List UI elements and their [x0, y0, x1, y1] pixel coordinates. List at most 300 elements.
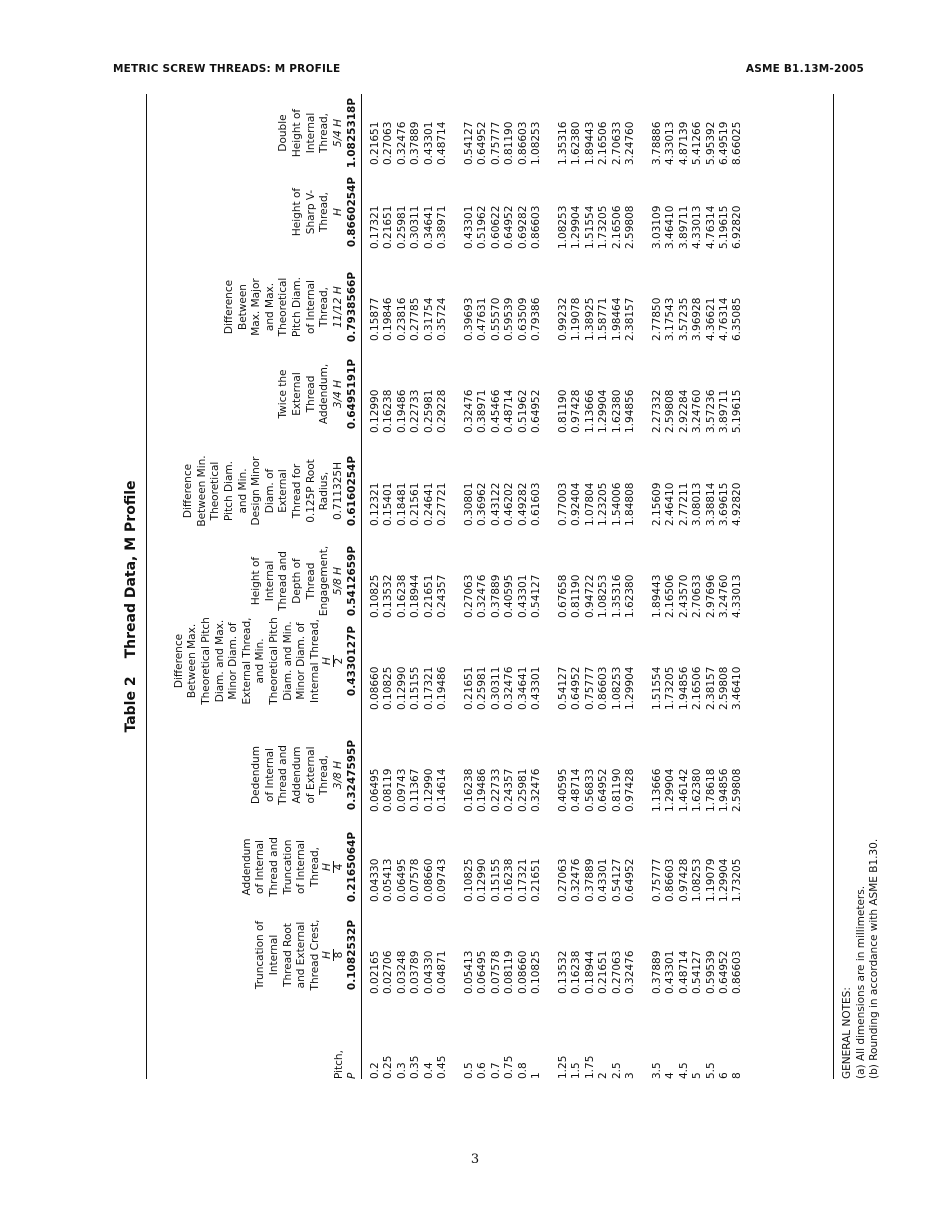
value-cell: 0.54127 — [557, 666, 569, 710]
fraction-numerator: H — [321, 657, 334, 665]
value-cell: 3.78886 — [651, 121, 663, 165]
notes-heading: GENERAL NOTES: — [841, 987, 853, 1079]
value-cell: 0.08660 — [369, 666, 381, 710]
value-cell: 1.29904 — [597, 389, 610, 433]
header-line: Thread and — [277, 551, 290, 611]
value-cell: 1.51554 — [651, 666, 663, 710]
value-cell: 2.59808 — [624, 205, 636, 249]
value-cell: 1.98464 — [610, 297, 623, 341]
header-line: Thread, — [318, 286, 331, 328]
value-cell: 0.43301 — [463, 205, 475, 249]
value-cell: 1.08253 — [557, 205, 569, 249]
pitch-cell: 1.5 — [570, 1062, 583, 1079]
value-cell: 6.35085 — [731, 297, 744, 341]
rotated-table-region — [103, 97, 883, 1109]
value-cell: 0.43301 — [516, 574, 529, 618]
column-headers — [147, 94, 360, 1079]
value-cell: 0.69282 — [516, 205, 529, 249]
value-cell: 0.23816 — [395, 297, 408, 341]
value-cell: 0.86603 — [597, 666, 610, 710]
value-cell: 0.15155 — [489, 858, 502, 902]
header-coefficient: 0.5412659P — [346, 545, 359, 617]
value-cell: 0.25981 — [516, 768, 529, 812]
value-cell: 5.19615 — [718, 205, 730, 249]
value-cell: 0.59539 — [503, 297, 516, 341]
value-cell: 0.06495 — [395, 858, 408, 902]
value-cell: 1.38925 — [583, 297, 596, 341]
value-cell: 0.43301 — [422, 121, 435, 165]
value-cell: 0.75777 — [489, 121, 502, 165]
value-cell: 1.62380 — [624, 574, 636, 618]
value-cell: 0.03248 — [395, 950, 408, 994]
value-cell: 0.21651 — [422, 574, 435, 618]
value-cell: 3.96928 — [691, 297, 704, 341]
value-cell: 3.08013 — [691, 482, 704, 526]
value-cell: 2.43570 — [677, 574, 690, 618]
value-cell: 1.13666 — [651, 768, 663, 812]
value-cell: 1.51554 — [583, 205, 596, 249]
value-cell: 0.32476 — [530, 768, 542, 812]
value-cell: 3.46410 — [664, 205, 677, 249]
value-cell: 0.92404 — [570, 482, 583, 526]
value-cell: 0.81190 — [570, 574, 583, 618]
value-cell: 0.17321 — [422, 666, 435, 710]
value-cell: 0.32476 — [503, 666, 516, 710]
header-line: and Min. — [254, 638, 267, 684]
value-cell: 2.38157 — [704, 666, 717, 710]
value-cell: 0.21651 — [597, 950, 610, 994]
value-cell: 0.97428 — [677, 858, 690, 902]
value-cell: 0.15877 — [369, 297, 381, 341]
general-notes — [841, 839, 882, 1079]
value-cell: 1.62380 — [610, 389, 623, 433]
value-cell: 0.51962 — [516, 389, 529, 433]
value-cell: 0.17321 — [516, 858, 529, 902]
value-cell: 0.19846 — [382, 297, 395, 341]
column-header — [333, 1048, 360, 1079]
header-coefficient: 0.6160254P — [346, 455, 359, 527]
header-line: of Internal — [263, 748, 276, 802]
value-cell: 1.73205 — [597, 205, 610, 249]
pitch-cell: 8 — [731, 1072, 744, 1079]
value-cell: 0.37889 — [651, 950, 663, 994]
header-formula: 3/8 H — [331, 760, 344, 790]
column-header — [250, 732, 360, 818]
value-cell: 0.48714 — [503, 389, 516, 433]
value-cell: 0.15401 — [382, 482, 395, 526]
column-header — [277, 351, 360, 437]
value-cell: 0.16238 — [463, 768, 475, 812]
value-cell: 0.11367 — [409, 768, 422, 812]
header-line: Theoretical — [277, 277, 290, 337]
value-cell: 1.94856 — [718, 768, 730, 812]
value-cell: 0.05413 — [382, 858, 395, 902]
value-cell: 0.12990 — [369, 389, 381, 433]
header-line: Pitch Diam. — [291, 277, 304, 337]
value-cell: 3.17543 — [664, 297, 677, 341]
header-coefficient: 0.1082532P — [346, 919, 359, 991]
value-cell: 0.27063 — [463, 574, 475, 618]
pitch-cell: 5.5 — [704, 1062, 717, 1079]
value-cell: 1.35316 — [610, 574, 623, 618]
value-cell: 0.30311 — [409, 205, 422, 249]
value-cell: 0.21651 — [530, 858, 542, 902]
header-line: Internal — [304, 112, 317, 154]
value-cell: 3.89711 — [677, 205, 690, 249]
fraction-numerator: H — [321, 863, 334, 871]
value-cell: 4.36621 — [704, 297, 717, 341]
value-cell: 0.99232 — [557, 297, 569, 341]
header-formula: H — [331, 208, 344, 216]
header-line: of External — [304, 746, 317, 804]
value-cell: 0.09743 — [436, 858, 448, 902]
value-cell: 1.29904 — [718, 858, 730, 902]
value-cell: 2.46410 — [664, 482, 677, 526]
value-cell: 1.73205 — [731, 858, 744, 902]
value-cell: 0.61603 — [530, 482, 542, 526]
header-line: Internal — [268, 934, 281, 976]
value-cell: 0.27785 — [409, 297, 422, 341]
value-cell: 2.59808 — [718, 666, 730, 710]
header-line: 0.711325H — [331, 462, 344, 520]
value-cell: 0.30311 — [489, 666, 502, 710]
header-line: Engagement, — [318, 545, 331, 617]
value-cell: 0.86603 — [731, 950, 744, 994]
value-cell: 0.43301 — [597, 858, 610, 902]
pitch-cell: 1.75 — [583, 1055, 596, 1079]
value-cell: 3.46410 — [731, 666, 744, 710]
value-cell: 0.08119 — [382, 768, 395, 812]
value-cell: 5.19615 — [731, 389, 744, 433]
column-header — [241, 824, 360, 910]
value-cell: 0.34641 — [422, 205, 435, 249]
header-line: Truncation of — [254, 920, 267, 990]
header-line: Thread, — [308, 846, 321, 888]
value-cell: 1.07804 — [583, 482, 596, 526]
value-cell: 0.86603 — [530, 205, 542, 249]
value-cell: 0.51962 — [476, 205, 489, 249]
value-cell: 3.03109 — [651, 205, 663, 249]
pitch-cell: 0.6 — [476, 1062, 489, 1079]
value-cell: 0.07578 — [409, 858, 422, 902]
header-line: of Internal — [254, 840, 267, 894]
value-cell: 1.35316 — [557, 121, 569, 165]
header-line: Minor Diam. of — [295, 622, 308, 700]
value-cell: 0.75777 — [651, 858, 663, 902]
header-coefficient: 1.0825318P — [346, 97, 359, 169]
value-cell: 0.29228 — [436, 389, 448, 433]
value-cell: 4.76314 — [704, 205, 717, 249]
header-line: Pitch Diam. — [223, 461, 236, 521]
value-cell: 1.29904 — [664, 768, 677, 812]
value-cell: 0.22733 — [409, 389, 422, 433]
value-cell: 1.29904 — [624, 666, 636, 710]
value-cell: 3.57236 — [704, 389, 717, 433]
value-cell: 5.41266 — [691, 121, 704, 165]
running-head-standard: ASME B1.13M-2005 — [745, 63, 864, 75]
value-cell: 0.04330 — [369, 858, 381, 902]
value-cell: 0.64952 — [624, 858, 636, 902]
value-cell: 3.38814 — [704, 482, 717, 526]
header-coefficient: 0.2165064P — [346, 831, 359, 903]
value-cell: 0.10825 — [369, 574, 381, 618]
value-cell: 3.89711 — [718, 389, 730, 433]
value-cell: 0.48714 — [436, 121, 448, 165]
header-line: Max. Major — [250, 278, 263, 336]
pitch-cell: 0.4 — [422, 1062, 435, 1079]
value-cell: 0.37889 — [583, 858, 596, 902]
value-cell: 1.73205 — [664, 666, 677, 710]
value-cell: 3.24760 — [691, 389, 704, 433]
thread-data-table — [103, 97, 883, 1109]
value-cell: 4.33013 — [691, 205, 704, 249]
pitch-cell: 2 — [597, 1072, 610, 1079]
value-cell: 2.59808 — [731, 768, 744, 812]
header-line: Truncation — [281, 839, 294, 895]
value-cell: 0.54127 — [530, 574, 542, 618]
value-cell: 0.08660 — [422, 858, 435, 902]
header-line: Double — [277, 114, 290, 152]
value-cell: 3.57235 — [677, 297, 690, 341]
value-cell: 1.19078 — [570, 297, 583, 341]
value-cell: 0.15155 — [409, 666, 422, 710]
pitch-cell: 0.5 — [463, 1062, 475, 1079]
column-header — [223, 264, 360, 350]
header-line: Diam. and Min. — [281, 621, 294, 701]
running-head-title: METRIC SCREW THREADS: M PROFILE — [113, 63, 341, 75]
pitch-cell: 6 — [718, 1072, 730, 1079]
value-cell: 1.23205 — [597, 482, 610, 526]
value-cell: 0.21561 — [409, 482, 422, 526]
header-line: Thread for — [291, 463, 304, 519]
value-cell: 2.38157 — [624, 297, 636, 341]
value-cell: 1.89443 — [651, 574, 663, 618]
header-line: Radius, — [318, 471, 331, 511]
value-cell: 1.94856 — [677, 666, 690, 710]
value-cell: 0.39693 — [463, 297, 475, 341]
value-cell: 0.43122 — [489, 482, 502, 526]
value-cell: 1.78618 — [704, 768, 717, 812]
header-line: Internal Thread, — [308, 619, 321, 703]
header-line: Dedendum — [250, 746, 263, 804]
value-cell: 2.77211 — [677, 482, 690, 526]
header-line: Height of — [291, 187, 304, 237]
header-line: Pitch, — [332, 1050, 345, 1079]
value-cell: 2.92284 — [677, 389, 690, 433]
value-cell: 0.10825 — [463, 858, 475, 902]
column-header — [182, 448, 360, 534]
header-formula: 11/12 H — [331, 286, 344, 328]
header-line: Twice the — [277, 369, 290, 419]
value-cell: 0.13532 — [382, 574, 395, 618]
table-title — [123, 104, 139, 1109]
value-cell: 0.22733 — [489, 768, 502, 812]
header-line: Thread Crest, — [308, 919, 321, 991]
value-cell: 0.21651 — [382, 205, 395, 249]
value-cell: 0.77003 — [557, 482, 569, 526]
value-cell: 1.08253 — [691, 858, 704, 902]
value-cell: 0.19486 — [436, 666, 448, 710]
value-cell: 0.25981 — [395, 205, 408, 249]
header-coefficient: 0.3247595P — [346, 739, 359, 811]
value-cell: 0.64952 — [530, 389, 542, 433]
value-cell: 1.62380 — [691, 768, 704, 812]
value-cell: 0.27063 — [610, 950, 623, 994]
pitch-cell: 0.3 — [395, 1062, 408, 1079]
value-cell: 3.24760 — [624, 121, 636, 165]
header-line: Theoretical Pitch — [200, 617, 213, 705]
value-cell: 0.16238 — [382, 389, 395, 433]
value-cell: 0.09743 — [395, 768, 408, 812]
value-cell: 2.16506 — [610, 205, 623, 249]
value-cell: 0.54127 — [691, 950, 704, 994]
value-cell: 1.13666 — [583, 389, 596, 433]
value-cell: 0.81190 — [610, 768, 623, 812]
value-cell: 0.30801 — [463, 482, 475, 526]
value-cell: 0.64952 — [570, 666, 583, 710]
value-cell: 0.48714 — [570, 768, 583, 812]
header-formula: 3/4 H — [331, 379, 344, 409]
value-cell: 1.46142 — [677, 768, 690, 812]
table-caption: Thread Data, M Profile — [123, 480, 139, 659]
value-cell: 2.16506 — [691, 666, 704, 710]
table-bottom-rule — [833, 94, 834, 1079]
value-cell: 0.32476 — [463, 389, 475, 433]
header-formula: 5/8 H — [331, 566, 344, 596]
value-cell: 4.76314 — [718, 297, 730, 341]
value-cell: 0.48714 — [677, 950, 690, 994]
value-cell: 0.67658 — [557, 574, 569, 618]
value-cell: 0.03789 — [409, 950, 422, 994]
fraction — [322, 861, 345, 873]
header-formula-fraction — [322, 824, 345, 910]
value-cell: 0.81190 — [557, 389, 569, 433]
header-line: Thread, — [318, 112, 331, 154]
value-cell: 0.27063 — [557, 858, 569, 902]
header-line: Difference — [182, 463, 195, 519]
value-cell: 0.32476 — [476, 574, 489, 618]
fraction-denominator: 8 — [333, 951, 346, 959]
column-header — [277, 94, 360, 172]
value-cell: 0.32476 — [395, 121, 408, 165]
value-cell: 0.32476 — [570, 858, 583, 902]
header-line: Height of — [250, 556, 263, 606]
value-cell: 0.86603 — [664, 858, 677, 902]
value-cell: 0.47631 — [476, 297, 489, 341]
header-formula-fraction — [322, 912, 345, 998]
value-cell: 0.10825 — [530, 950, 542, 994]
value-cell: 0.40595 — [557, 768, 569, 812]
value-cell: 0.08660 — [516, 950, 529, 994]
header-coefficient: 0.8660254P — [346, 176, 359, 248]
value-cell: 8.66025 — [731, 121, 744, 165]
value-cell: 0.05413 — [463, 950, 475, 994]
value-cell: 2.16506 — [597, 121, 610, 165]
value-cell: 1.89443 — [583, 121, 596, 165]
header-line: Diam. and Max. — [213, 619, 226, 703]
value-cell: 0.64952 — [597, 768, 610, 812]
value-cell: 2.70633 — [691, 574, 704, 618]
header-line: and Max. — [263, 282, 276, 332]
header-line: Addendum, — [318, 363, 331, 425]
value-cell: 0.79386 — [530, 297, 542, 341]
value-cell: 0.49282 — [516, 482, 529, 526]
value-cell: 0.06495 — [369, 768, 381, 812]
pitch-cell: 0.8 — [516, 1062, 529, 1079]
value-cell: 0.10825 — [382, 666, 395, 710]
page-number: 3 — [470, 1152, 480, 1167]
value-cell: 1.08253 — [597, 574, 610, 618]
value-cell: 0.07578 — [489, 950, 502, 994]
value-cell: 0.12321 — [369, 482, 381, 526]
value-cell: 0.32476 — [624, 950, 636, 994]
pitch-cell: 0.2 — [369, 1062, 381, 1079]
fraction — [322, 655, 345, 667]
header-line: Between Max. — [186, 623, 199, 699]
value-cell: 0.94722 — [583, 574, 596, 618]
value-cell: 0.21651 — [369, 121, 381, 165]
value-cell: 0.43301 — [530, 666, 542, 710]
value-cell: 0.27063 — [382, 121, 395, 165]
value-cell: 0.63509 — [516, 297, 529, 341]
value-cell: 6.49519 — [718, 121, 730, 165]
value-cell: 2.77850 — [651, 297, 663, 341]
header-coefficient: 0.6495191P — [346, 358, 359, 430]
header-line: Addendum — [291, 746, 304, 804]
header-coefficient: 0.7938566P — [346, 271, 359, 343]
value-cell: 0.38971 — [476, 389, 489, 433]
header-line: Thread Root — [281, 923, 294, 987]
pitch-cell: 0.75 — [503, 1055, 516, 1079]
fraction — [322, 949, 345, 961]
value-cell: 0.36962 — [476, 482, 489, 526]
header-line: and External — [295, 921, 308, 989]
value-cell: 0.75777 — [583, 666, 596, 710]
value-cell: 0.34641 — [516, 666, 529, 710]
value-cell: 1.19079 — [704, 858, 717, 902]
value-cell: 1.62380 — [570, 121, 583, 165]
header-line: and Min. — [236, 468, 249, 514]
value-cell: 1.94856 — [624, 389, 636, 433]
header-line: Difference — [223, 279, 236, 335]
pitch-cell: 3 — [624, 1072, 636, 1079]
value-cell: 0.24641 — [422, 482, 435, 526]
header-line: Addendum — [240, 838, 253, 896]
value-cell: 0.97428 — [624, 768, 636, 812]
value-cell: 0.18944 — [583, 950, 596, 994]
header-rule — [361, 94, 362, 1079]
value-cell: 0.64952 — [476, 121, 489, 165]
value-cell: 0.16238 — [503, 858, 516, 902]
header-line: Difference — [172, 633, 185, 689]
value-cell: 0.31754 — [422, 297, 435, 341]
value-cell: 0.18481 — [395, 482, 408, 526]
value-cell: 1.58771 — [597, 297, 610, 341]
pitch-cell: 0.35 — [409, 1055, 422, 1079]
value-cell: 2.15609 — [651, 482, 663, 526]
pitch-cell: 0.45 — [436, 1055, 448, 1079]
value-cell: 0.02165 — [369, 950, 381, 994]
value-cell: 0.16238 — [395, 574, 408, 618]
value-cell: 0.13532 — [557, 950, 569, 994]
value-cell: 0.37889 — [489, 574, 502, 618]
value-cell: 0.43301 — [664, 950, 677, 994]
value-cell: 0.19486 — [476, 768, 489, 812]
pitch-cell: 0.25 — [382, 1055, 395, 1079]
value-cell: 0.04871 — [436, 950, 448, 994]
header-line: Diam. of — [263, 468, 276, 514]
header-line: Thread, — [318, 754, 331, 796]
